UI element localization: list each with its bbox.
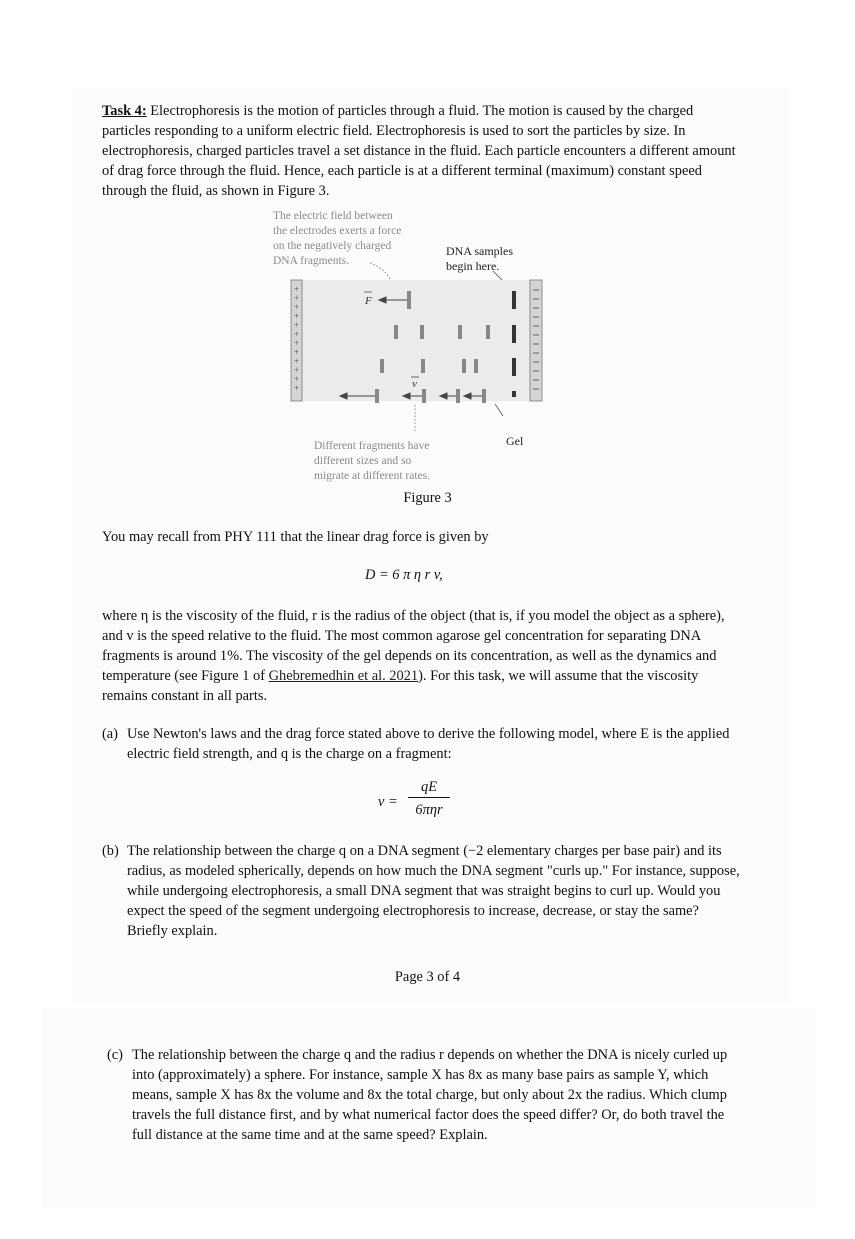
drag-intro: You may recall from PHY 111 that the linear drag force is given by [102,529,489,545]
field-annotation-line-4: DNA fragments. [273,255,350,267]
svg-text:+: + [293,311,300,321]
part-b-text: The relationship between the charge q on a DNA segment (−2 elementary charges per base pair) and its radius, as modeled spherically, depends on how much the DNA segment "curls up." For instance, suppose, while undergoing electrophoresis, a small DNA segment that was straight begins to curl up. Would you expect the speed of the segment undergoing electrophoresis to increase, decrease, or stay the same? Briefly explain. [127,843,740,939]
field-annotation-line-1: The electric field between [273,210,393,222]
figure-caption: Figure 3 [403,490,452,506]
force-vector-label: F [365,295,372,307]
page-number: Page 3 of 4 [394,969,461,985]
fragments-annotation-line-2: different sizes and so [314,455,412,467]
gel-pointer [495,404,503,416]
eq-numerator: qE [408,777,450,798]
positive-signs [294,284,299,393]
drag-explanation-post: ). For this task, we will assume that the viscosity remains constant in all parts. [102,668,699,704]
svg-text:+: + [293,302,300,312]
task-intro-text: Electrophoresis is the motion of particles through a fluid. The motion is caused by the charged particles responding to a uniform electric field. Electrophoresis is used to sort the particles by size. In electrophoresis, charged particles travel a set distance in the fluid. Each particle encounters a different amount of drag force through the fluid. Hence, each particle is at a different terminal (maximum) constant speed through the fluid, as shown in Figure 3. [102,103,736,199]
part-b-label: (b) [102,843,119,859]
svg-text:+: + [293,284,300,294]
gel-label: Gel [506,434,524,448]
drag-force-equation: D = 6 π η r v, [365,567,443,583]
drag-explanation-pre: where η is the viscosity of the fluid, r is the radius of the object (that is, if you model the object as a sphere), and v is the speed relative to the fluid. The most common agarose gel concentration for separating DNA fragments is around 1%. The viscosity of the gel depends on its concentration, as well as the dynamics and temperature (see Figure 1 of [102,608,725,684]
svg-text:+: + [293,338,300,348]
drag-explanation [102,606,742,706]
part-c [107,1045,739,1145]
eq-lhs: v = [378,794,398,810]
field-annotation-line-2: the electrodes exerts a force [273,225,402,237]
svg-text:+: + [293,347,300,357]
svg-text:+: + [293,329,300,339]
samples-annotation-line-2: begin here. [446,259,500,273]
part-a [102,724,742,764]
svg-text:+: + [293,383,300,393]
svg-text:+: + [293,293,300,303]
fragments-annotation-line-3: migrate at different rates. [314,470,431,482]
part-a-text: Use Newton's laws and the drag force stated above to derive the following model, where E is the applied electric field strength, and q is the charge on a fragment: [127,726,730,762]
part-b [102,841,742,941]
task-label: Task 4: [102,103,147,119]
part-c-label: (c) [107,1047,123,1063]
fragments-annotation-line-1: Different fragments have [314,440,430,452]
task-intro-paragraph [102,101,742,201]
part-c-text: The relationship between the charge q and the radius r depends on whether the DNA is nicely curled up into (approximately) a sphere. For instance, sample X has 8x as many base pairs as sample Y, which means, sample X has 8x the volume and 8x the total charge, but only about 2x the radius. Which clump travels the full distance first, and by what numerical factor does the speed differ? Or, do both travel the full distance at the same time and at the same speed? Explain. [132,1047,728,1143]
field-annotation-line-3: on the negatively charged [273,240,392,252]
svg-text:+: + [293,320,300,330]
svg-text:+: + [293,374,300,384]
citation-link[interactable]: Ghebremedhin et al. 2021 [268,668,419,684]
velocity-vector-label: v [412,378,417,390]
negative-electrode [530,280,542,401]
svg-text:+: + [293,356,300,366]
part-a-label: (a) [102,726,118,742]
svg-text:+: + [293,365,300,375]
samples-annotation-line-1: DNA samples [446,244,513,258]
eq-denominator: 6πηr [415,802,443,818]
electrophoresis-figure [262,205,562,492]
